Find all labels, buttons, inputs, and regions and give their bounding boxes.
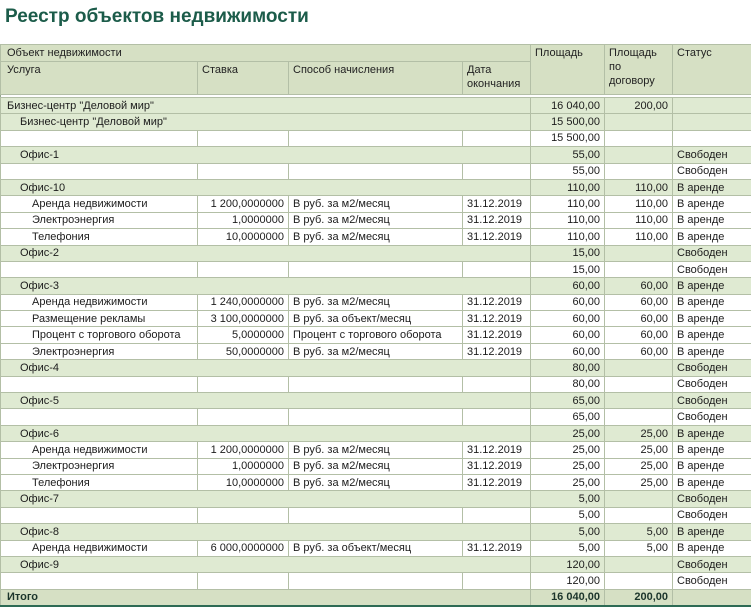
end-date-cell[interactable]: 31.12.2019 [463, 540, 531, 556]
status-cell[interactable]: В аренде [673, 540, 751, 556]
end-date-cell[interactable] [463, 573, 531, 589]
area-contract-cell[interactable] [605, 114, 673, 130]
object-name-cell[interactable]: Офис-1 [1, 147, 531, 163]
area-cell[interactable]: 25,00 [531, 442, 605, 458]
status-cell[interactable]: В аренде [673, 442, 751, 458]
status-cell[interactable]: Свободен [673, 261, 751, 277]
rate-cell[interactable] [198, 507, 289, 523]
area-contract-cell[interactable] [605, 491, 673, 507]
rate-cell[interactable]: 1 240,0000000 [198, 294, 289, 310]
method-cell[interactable]: В руб. за м2/месяц [289, 196, 463, 212]
area-cell[interactable]: 120,00 [531, 556, 605, 572]
area-contract-cell[interactable]: 110,00 [605, 179, 673, 195]
status-cell[interactable]: В аренде [673, 524, 751, 540]
object-name-cell[interactable]: Офис-6 [1, 425, 531, 441]
table-header [1, 45, 751, 98]
header-row-object [1, 45, 751, 62]
detail-row [1, 507, 751, 523]
group-row [1, 278, 751, 294]
group-row [1, 179, 751, 195]
status-cell[interactable]: В аренде [673, 179, 751, 195]
status-cell[interactable]: Свободен [673, 409, 751, 425]
area-cell[interactable]: 110,00 [531, 229, 605, 245]
status-cell[interactable]: В аренде [673, 196, 751, 212]
status-cell[interactable]: Свободен [673, 556, 751, 572]
end-date-cell[interactable]: 31.12.2019 [463, 294, 531, 310]
area-contract-cell[interactable]: 200,00 [605, 589, 673, 605]
area-cell[interactable]: 110,00 [531, 212, 605, 228]
method-cell[interactable]: В руб. за м2/месяц [289, 212, 463, 228]
status-cell[interactable]: В аренде [673, 343, 751, 359]
status-cell[interactable]: В аренде [673, 474, 751, 490]
rate-column-header: Ставка [198, 62, 289, 95]
service-cell[interactable]: Аренда недвижимости [1, 442, 198, 458]
detail-row [1, 442, 751, 458]
area-cell[interactable]: 65,00 [531, 409, 605, 425]
object-name-cell[interactable]: Офис-10 [1, 179, 531, 195]
rate-cell[interactable]: 50,0000000 [198, 343, 289, 359]
method-cell[interactable] [289, 573, 463, 589]
area-cell[interactable]: 15 500,00 [531, 114, 605, 130]
area-cell[interactable]: 55,00 [531, 147, 605, 163]
status-cell[interactable]: В аренде [673, 278, 751, 294]
end-date-cell[interactable]: 31.12.2019 [463, 212, 531, 228]
object-name-cell[interactable]: Офис-8 [1, 524, 531, 540]
object-name-cell[interactable]: Бизнес-центр "Деловой мир" [1, 98, 531, 114]
area-cell[interactable]: 60,00 [531, 278, 605, 294]
service-cell[interactable]: Процент с торгового оборота [1, 327, 198, 343]
status-cell[interactable] [673, 98, 751, 114]
area-contract-cell[interactable]: 60,00 [605, 278, 673, 294]
status-column-header: Статус [673, 45, 751, 95]
status-cell[interactable]: Свободен [673, 573, 751, 589]
status-cell[interactable]: Свободен [673, 147, 751, 163]
detail-row [1, 458, 751, 474]
end-date-cell[interactable]: 31.12.2019 [463, 196, 531, 212]
status-cell[interactable]: Свободен [673, 376, 751, 392]
end-date-cell[interactable] [463, 409, 531, 425]
area-cell[interactable]: 25,00 [531, 425, 605, 441]
detail-row [1, 540, 751, 556]
area-cell[interactable]: 5,00 [531, 507, 605, 523]
area-cell[interactable]: 15 500,00 [531, 130, 605, 146]
service-cell[interactable]: Электроэнергия [1, 458, 198, 474]
method-cell[interactable]: В руб. за объект/месяц [289, 540, 463, 556]
area-cell[interactable]: 15,00 [531, 245, 605, 261]
method-cell[interactable]: В руб. за м2/месяц [289, 294, 463, 310]
group-row [1, 524, 751, 540]
end-date-cell[interactable]: 31.12.2019 [463, 311, 531, 327]
area-contract-cell[interactable]: 60,00 [605, 294, 673, 310]
method-cell[interactable] [289, 376, 463, 392]
area-cell[interactable]: 5,00 [531, 540, 605, 556]
group-row [1, 556, 751, 572]
area-cell[interactable]: 16 040,00 [531, 98, 605, 114]
object-name-cell[interactable]: Офис-9 [1, 556, 531, 572]
area-contract-cell[interactable] [605, 556, 673, 572]
detail-row [1, 196, 751, 212]
rate-cell[interactable]: 1,0000000 [198, 212, 289, 228]
rate-cell[interactable] [198, 130, 289, 146]
group-row [1, 114, 751, 130]
detail-row [1, 261, 751, 277]
status-cell[interactable]: Свободен [673, 360, 751, 376]
object-name-cell[interactable]: Офис-5 [1, 393, 531, 409]
area-contract-cell[interactable]: 5,00 [605, 524, 673, 540]
end-date-cell[interactable]: 31.12.2019 [463, 327, 531, 343]
area-contract-cell[interactable]: 60,00 [605, 343, 673, 359]
page-title: Реестр объектов недвижимости [5, 5, 751, 44]
area-cell[interactable]: 16 040,00 [531, 589, 605, 605]
end-date-cell[interactable]: 31.12.2019 [463, 442, 531, 458]
service-cell[interactable]: Телефония [1, 474, 198, 490]
area-contract-cell[interactable] [605, 163, 673, 179]
area-contract-cell[interactable] [605, 360, 673, 376]
area-cell[interactable]: 60,00 [531, 311, 605, 327]
service-cell[interactable] [1, 409, 198, 425]
service-cell[interactable] [1, 573, 198, 589]
detail-row [1, 376, 751, 392]
service-cell[interactable] [1, 130, 198, 146]
end-date-cell[interactable]: 31.12.2019 [463, 343, 531, 359]
service-cell[interactable] [1, 376, 198, 392]
rate-cell[interactable]: 3 100,0000000 [198, 311, 289, 327]
detail-row [1, 343, 751, 359]
rate-cell[interactable] [198, 163, 289, 179]
area-contract-cell[interactable] [605, 376, 673, 392]
area-contract-cell[interactable] [605, 393, 673, 409]
detail-row [1, 229, 751, 245]
end-date-column-header: Дата окончания [463, 62, 531, 95]
area-cell[interactable]: 80,00 [531, 376, 605, 392]
object-name-cell[interactable]: Итого [1, 589, 531, 605]
service-cell[interactable]: Аренда недвижимости [1, 196, 198, 212]
status-cell[interactable]: В аренде [673, 294, 751, 310]
area-contract-cell[interactable]: 110,00 [605, 196, 673, 212]
object-name-cell[interactable]: Бизнес-центр "Деловой мир" [1, 114, 531, 130]
status-cell[interactable]: В аренде [673, 212, 751, 228]
detail-row [1, 409, 751, 425]
area-contract-cell[interactable] [605, 245, 673, 261]
method-column-header: Способ начисления [289, 62, 463, 95]
group-row [1, 491, 751, 507]
registry-table [0, 44, 751, 607]
rate-cell[interactable]: 10,0000000 [198, 229, 289, 245]
rate-cell[interactable]: 5,0000000 [198, 327, 289, 343]
area-column-header: Площадь [531, 45, 605, 95]
area-contract-cell[interactable] [605, 573, 673, 589]
detail-row [1, 327, 751, 343]
detail-row [1, 163, 751, 179]
end-date-cell[interactable]: 31.12.2019 [463, 458, 531, 474]
area-cell[interactable]: 5,00 [531, 491, 605, 507]
method-cell[interactable]: Процент с торгового оборота [289, 327, 463, 343]
method-cell[interactable] [289, 261, 463, 277]
area-cell[interactable]: 60,00 [531, 343, 605, 359]
area-cell[interactable]: 15,00 [531, 261, 605, 277]
method-cell[interactable]: В руб. за м2/месяц [289, 343, 463, 359]
detail-row [1, 474, 751, 490]
group-row [1, 245, 751, 261]
status-cell[interactable]: Свободен [673, 163, 751, 179]
area-contract-column-header: Площадь по договору [605, 45, 673, 95]
method-cell[interactable]: В руб. за м2/месяц [289, 458, 463, 474]
area-contract-cell[interactable]: 5,00 [605, 540, 673, 556]
status-cell[interactable] [673, 589, 751, 605]
detail-row [1, 130, 751, 146]
method-cell[interactable] [289, 163, 463, 179]
rate-cell[interactable] [198, 261, 289, 277]
area-contract-cell[interactable] [605, 130, 673, 146]
area-contract-cell[interactable] [605, 147, 673, 163]
status-cell[interactable]: Свободен [673, 393, 751, 409]
detail-row [1, 573, 751, 589]
object-name-cell[interactable]: Офис-7 [1, 491, 531, 507]
status-cell[interactable]: В аренде [673, 311, 751, 327]
status-cell[interactable]: В аренде [673, 458, 751, 474]
area-contract-cell[interactable]: 60,00 [605, 327, 673, 343]
group-row [1, 147, 751, 163]
service-cell[interactable]: Размещение рекламы [1, 311, 198, 327]
service-cell[interactable]: Аренда недвижимости [1, 540, 198, 556]
group-row [1, 393, 751, 409]
area-cell[interactable]: 110,00 [531, 196, 605, 212]
object-column-header: Объект недвижимости [1, 45, 531, 62]
total-row [1, 589, 751, 605]
area-cell[interactable]: 60,00 [531, 294, 605, 310]
area-cell[interactable]: 25,00 [531, 474, 605, 490]
area-cell[interactable]: 120,00 [531, 573, 605, 589]
method-cell[interactable]: В руб. за м2/месяц [289, 229, 463, 245]
status-cell[interactable]: В аренде [673, 327, 751, 343]
area-contract-cell[interactable] [605, 507, 673, 523]
status-cell[interactable] [673, 130, 751, 146]
area-cell[interactable]: 80,00 [531, 360, 605, 376]
service-cell[interactable]: Телефония [1, 229, 198, 245]
area-contract-cell[interactable]: 200,00 [605, 98, 673, 114]
status-cell[interactable]: Свободен [673, 245, 751, 261]
rate-cell[interactable] [198, 409, 289, 425]
rate-cell[interactable] [198, 573, 289, 589]
end-date-cell[interactable] [463, 130, 531, 146]
group-row [1, 98, 751, 114]
method-cell[interactable] [289, 130, 463, 146]
area-contract-cell[interactable] [605, 261, 673, 277]
area-contract-cell[interactable] [605, 409, 673, 425]
object-name-cell[interactable]: Офис-3 [1, 278, 531, 294]
detail-row [1, 294, 751, 310]
object-name-cell[interactable]: Офис-2 [1, 245, 531, 261]
area-contract-cell[interactable]: 110,00 [605, 212, 673, 228]
service-cell[interactable] [1, 507, 198, 523]
end-date-cell[interactable] [463, 507, 531, 523]
end-date-cell[interactable]: 31.12.2019 [463, 229, 531, 245]
end-date-cell[interactable] [463, 376, 531, 392]
service-cell[interactable]: Электроэнергия [1, 343, 198, 359]
rate-cell[interactable]: 6 000,0000000 [198, 540, 289, 556]
rate-cell[interactable]: 10,0000000 [198, 474, 289, 490]
method-cell[interactable]: В руб. за м2/месяц [289, 474, 463, 490]
status-cell[interactable]: Свободен [673, 507, 751, 523]
service-cell[interactable]: Электроэнергия [1, 212, 198, 228]
area-cell[interactable]: 25,00 [531, 458, 605, 474]
rate-cell[interactable] [198, 376, 289, 392]
area-contract-cell[interactable]: 60,00 [605, 311, 673, 327]
group-row [1, 360, 751, 376]
status-cell[interactable]: Свободен [673, 491, 751, 507]
area-cell[interactable]: 60,00 [531, 327, 605, 343]
end-date-cell[interactable] [463, 261, 531, 277]
group-row [1, 425, 751, 441]
area-contract-cell[interactable]: 25,00 [605, 425, 673, 441]
method-cell[interactable] [289, 409, 463, 425]
method-cell[interactable] [289, 507, 463, 523]
area-cell[interactable]: 5,00 [531, 524, 605, 540]
method-cell[interactable]: В руб. за объект/месяц [289, 311, 463, 327]
table-body [1, 98, 751, 606]
service-cell[interactable] [1, 261, 198, 277]
status-cell[interactable] [673, 114, 751, 130]
detail-row [1, 311, 751, 327]
area-contract-cell[interactable]: 25,00 [605, 474, 673, 490]
status-cell[interactable]: В аренде [673, 425, 751, 441]
area-cell[interactable]: 65,00 [531, 393, 605, 409]
area-contract-cell[interactable]: 25,00 [605, 442, 673, 458]
area-contract-cell[interactable]: 110,00 [605, 229, 673, 245]
detail-row [1, 212, 751, 228]
status-cell[interactable]: В аренде [673, 229, 751, 245]
service-cell[interactable] [1, 163, 198, 179]
rate-cell[interactable]: 1,0000000 [198, 458, 289, 474]
rate-cell[interactable]: 1 200,0000000 [198, 442, 289, 458]
area-cell[interactable]: 55,00 [531, 163, 605, 179]
method-cell[interactable]: В руб. за м2/месяц [289, 442, 463, 458]
rate-cell[interactable]: 1 200,0000000 [198, 196, 289, 212]
object-name-cell[interactable]: Офис-4 [1, 360, 531, 376]
area-contract-cell[interactable]: 25,00 [605, 458, 673, 474]
service-column-header: Услуга [1, 62, 198, 95]
end-date-cell[interactable]: 31.12.2019 [463, 474, 531, 490]
service-cell[interactable]: Аренда недвижимости [1, 294, 198, 310]
end-date-cell[interactable] [463, 163, 531, 179]
area-cell[interactable]: 110,00 [531, 179, 605, 195]
